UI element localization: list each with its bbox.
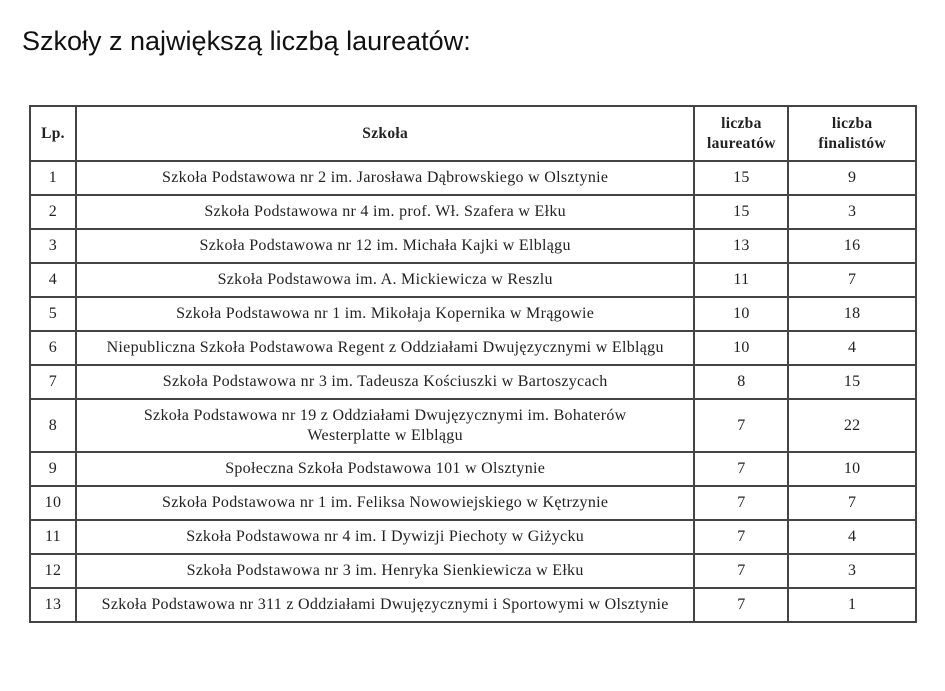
cell-finalists: 22 <box>788 399 916 452</box>
table-row <box>30 520 916 554</box>
table-row <box>30 365 916 399</box>
cell-laureates: 10 <box>694 297 788 331</box>
cell-lp: 3 <box>30 229 76 263</box>
cell-finalists: 7 <box>788 263 916 297</box>
cell-school: Szkoła Podstawowa nr 4 im. prof. Wł. Szafera w Ełku <box>76 195 695 229</box>
header-finalists-text: liczba finalistów <box>818 114 886 152</box>
cell-school: Społeczna Szkoła Podstawowa 101 w Olsztynie <box>76 452 695 486</box>
table-row <box>30 554 916 588</box>
cell-school: Szkoła Podstawowa nr 311 z Oddziałami Dwujęzycznymi i Sportowymi w Olsztynie <box>76 588 695 622</box>
table-row <box>30 161 916 195</box>
cell-finalists: 4 <box>788 331 916 365</box>
cell-laureates: 11 <box>694 263 788 297</box>
cell-lp: 10 <box>30 486 76 520</box>
cell-finalists: 15 <box>788 365 916 399</box>
cell-lp: 7 <box>30 365 76 399</box>
cell-lp: 13 <box>30 588 76 622</box>
cell-school: Szkoła Podstawowa nr 1 im. Mikołaja Kopernika w Mrągowie <box>76 297 695 331</box>
cell-finalists: 18 <box>788 297 916 331</box>
cell-finalists: 1 <box>788 588 916 622</box>
cell-laureates: 15 <box>694 195 788 229</box>
cell-school: Szkoła Podstawowa im. A. Mickiewicza w Reszlu <box>76 263 695 297</box>
table-row <box>30 486 916 520</box>
cell-finalists: 3 <box>788 554 916 588</box>
cell-laureates: 7 <box>694 520 788 554</box>
cell-laureates: 10 <box>694 331 788 365</box>
cell-laureates: 7 <box>694 399 788 452</box>
cell-laureates: 7 <box>694 486 788 520</box>
cell-lp: 12 <box>30 554 76 588</box>
table-row <box>30 263 916 297</box>
cell-lp: 6 <box>30 331 76 365</box>
cell-school: Szkoła Podstawowa nr 2 im. Jarosława Dąbrowskiego w Olsztynie <box>76 161 695 195</box>
cell-school: Szkoła Podstawowa nr 1 im. Feliksa Nowowiejskiego w Kętrzynie <box>76 486 695 520</box>
table-row <box>30 588 916 622</box>
cell-lp: 2 <box>30 195 76 229</box>
table-header-row <box>30 106 916 161</box>
cell-school: Szkoła Podstawowa nr 4 im. I Dywizji Piechoty w Giżycku <box>76 520 695 554</box>
cell-school: Szkoła Podstawowa nr 3 im. Henryka Sienkiewicza w Ełku <box>76 554 695 588</box>
page-title: Szkoły z największą liczbą laureatów: <box>22 26 471 56</box>
table-row <box>30 399 916 452</box>
cell-lp: 11 <box>30 520 76 554</box>
cell-laureates: 7 <box>694 554 788 588</box>
cell-lp: 1 <box>30 161 76 195</box>
table-row <box>30 297 916 331</box>
header-lp: Lp. <box>30 106 76 161</box>
table-row <box>30 331 916 365</box>
cell-finalists: 10 <box>788 452 916 486</box>
cell-finalists: 9 <box>788 161 916 195</box>
header-finalists <box>788 106 916 161</box>
cell-laureates: 15 <box>694 161 788 195</box>
cell-lp: 8 <box>30 399 76 452</box>
cell-school: Niepubliczna Szkoła Podstawowa Regent z Oddziałami Dwujęzycznymi w Elblągu <box>76 331 695 365</box>
cell-school: Szkoła Podstawowa nr 3 im. Tadeusza Kościuszki w Bartoszycach <box>76 365 695 399</box>
cell-school: Szkoła Podstawowa nr 12 im. Michała Kajki w Elblągu <box>76 229 695 263</box>
cell-laureates: 8 <box>694 365 788 399</box>
header-laureates-text: liczba laureatów <box>707 114 776 152</box>
header-school: Szkoła <box>76 106 695 161</box>
header-laureates <box>694 106 788 161</box>
laureates-table <box>29 105 917 623</box>
table-row <box>30 452 916 486</box>
cell-finalists: 3 <box>788 195 916 229</box>
cell-lp: 9 <box>30 452 76 486</box>
cell-finalists: 4 <box>788 520 916 554</box>
cell-lp: 5 <box>30 297 76 331</box>
cell-laureates: 7 <box>694 452 788 486</box>
cell-laureates: 7 <box>694 588 788 622</box>
table-row <box>30 229 916 263</box>
table-row <box>30 195 916 229</box>
cell-laureates: 13 <box>694 229 788 263</box>
cell-finalists: 7 <box>788 486 916 520</box>
cell-lp: 4 <box>30 263 76 297</box>
cell-finalists: 16 <box>788 229 916 263</box>
cell-school: Szkoła Podstawowa nr 19 z Oddziałami Dwujęzycznymi im. Bohaterów Westerplatte w Elblągu <box>76 399 695 452</box>
